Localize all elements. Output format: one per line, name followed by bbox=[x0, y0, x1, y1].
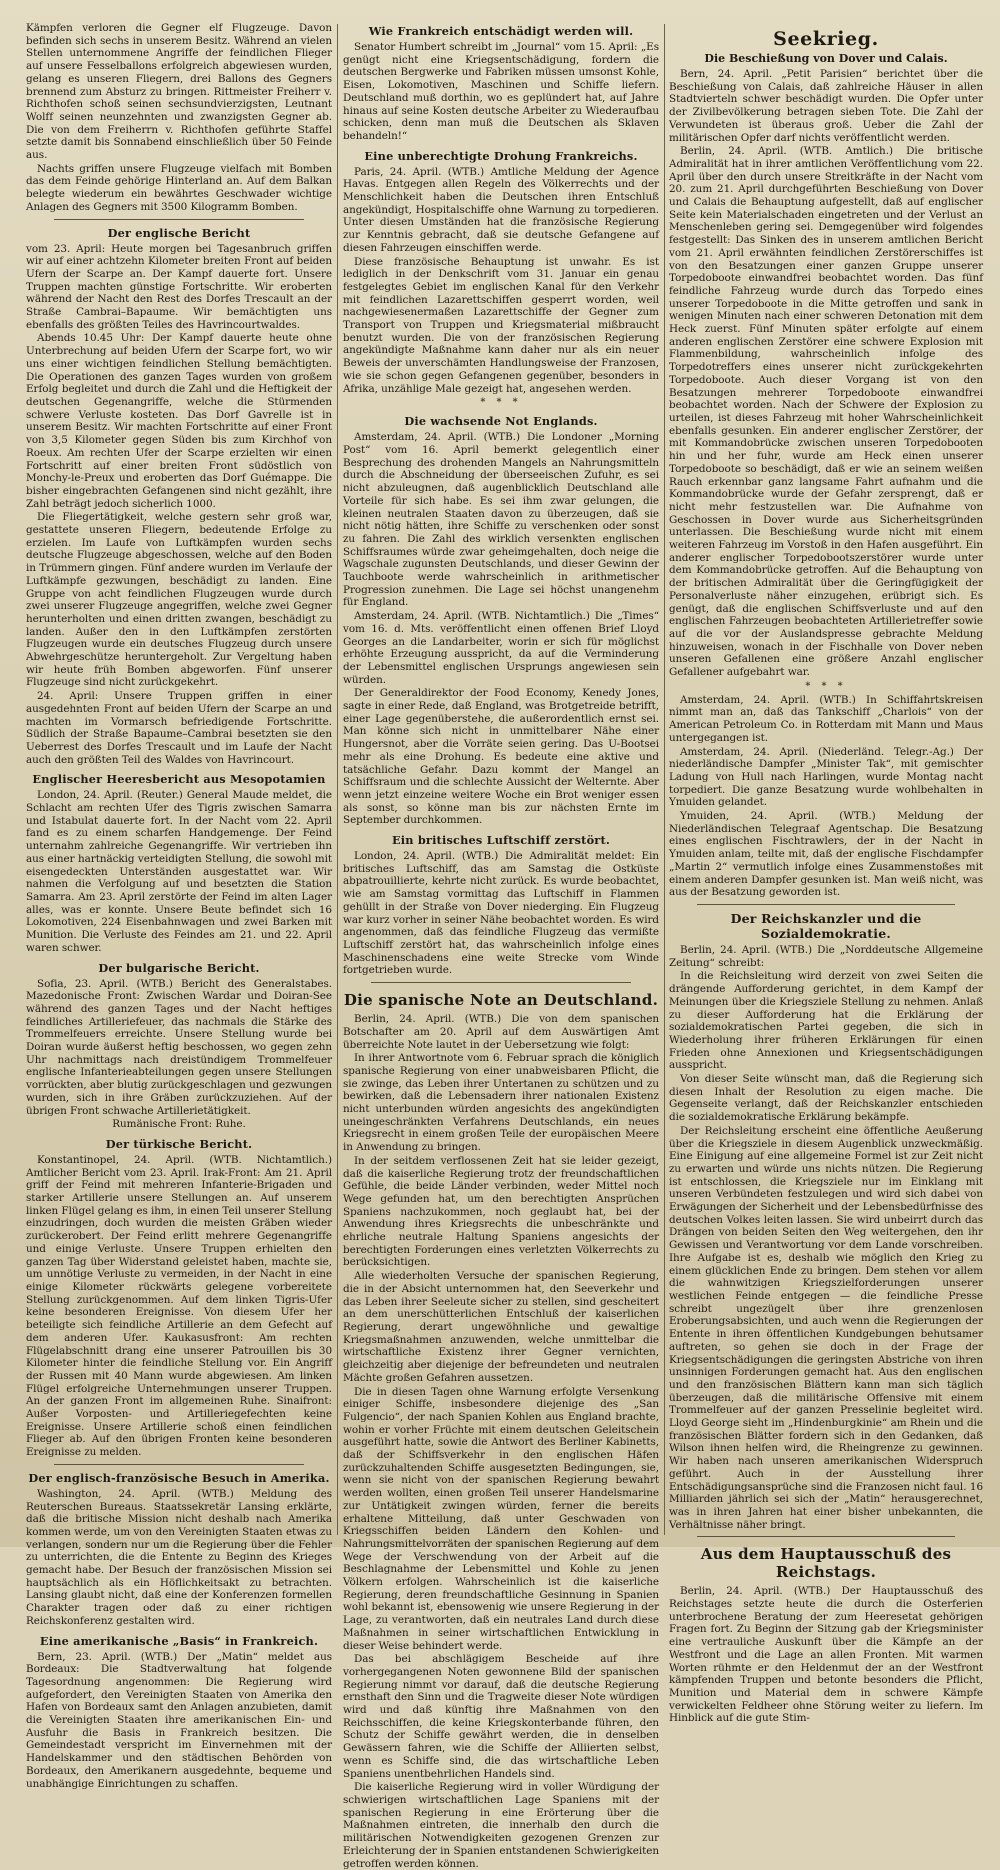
article-paragraph: Berlin, 24. April. (WTB.) Die von dem spanischen Botschafter am 20. April auf dem Auswärtigen Amt überreichte Note lautet in der Uebersetzung wie folgt: bbox=[343, 1013, 659, 1051]
article-paragraph: Die in diesen Tagen ohne Warnung erfolgte Versenkung einiger Schiffe, insbesondere diejenige des „San Fulgencio“, der nach Spanien Kohlen aus England brachte, wohin er vorher Früchte mit einem deutschen Geleitschein ausgeführt hatte, sowie die Antwort des Berliner Kabinetts, daß der Schiffsverkehr in den englischen Häfen zurückzuhaltenden Schiffe ausgesetzten Bedingungen, sie, wenn sie nicht von der spanischen Regierung bewahrt werden wollten, einen großen Teil unserer Handelsmarine zur Untätigkeit zwingen würden, ferner die bereits erhaltene Mitteilung, daß unter Geschwaden von Kriegsschiffen beiden Ländern den Kohlen- und Nahrungsmittelvorräten der spanischen Regierung auf dem Wege der Verschwendung von der Arbeit auf die Beschlagnahme der Lebensmittel und Kohle zu jenen Völkern erfolgen. Wahrscheinlich ist die kaiserliche Regierung, deren freundschaftliche Gesinnung in Spanien wohl bekannt ist, ebensowenig wie unsere Regierung in der Lage, zu verantworten, daß ein neutrales Land durch diese Maßnahmen in seiner wirtschaftlichen Entwicklung in dieser Weise behindert werde. bbox=[343, 1385, 659, 1652]
divider bbox=[697, 1536, 955, 1537]
article-paragraph: vom 23. April: Heute morgen bei Tagesanbruch griffen wir auf einer achtzehn Kilometer breiten Front auf beiden Ufern der Scarpe an. Der Kampf dauerte fort. Unsere Truppen machten günstige Fortschritte. Wir eroberten während der Nacht den Rest des Dorfes Trescault an der Straße Cambrai–Bapaume. Wir bemächtigten uns ebenfalls des größten Teiles des Havrincourtwaldes. bbox=[26, 242, 332, 331]
article-paragraph: Nachts griffen unsere Flugzeuge vielfach mit Bomben das dem Feinde gehörige Hinterland an. Auf dem Balkan belegte wiederum ein bewährtes Geschwader wichtige Anlagen des Gegners mit 3500 Kilogramm Bomben. bbox=[26, 162, 332, 213]
article-paragraph: Diese französische Behauptung ist unwahr. Es ist lediglich in der Denkschrift vom 31. Januar ein genau festgelegtes Gebiet im englischen Kanal für den Verkehr mit feindlichen Lazarettschiffen gesperrt worden, weil nachgewiesenermaßen Lazarettschiffe der Gegner zum Transport von Truppen und Kriegsmaterial mißbraucht benutzt wurden. Die von der französischen Regierung angekündigte Maßnahme kann daher nur als ein neuer Beweis der unverschämten Handlungsweise der Franzosen, wie sie schon gegen Gefangenen gegenüber, besonders in Afrika, unzählige Male gezeigt hat, angesehen werden. bbox=[343, 255, 659, 395]
article-paragraph: Paris, 24. April. (WTB.) Amtliche Meldung der Agence Havas. Entgegen allen Regeln des Völkerrechts und der Menschlichkeit haben die Deutschen ihren Entschluß angekündigt, Hospitalschiffe ohne Warnung zu torpedieren. Unter diesen Umständen hat die französische Regierung zur Kenntnis gebracht, daß sie deutsche Gefangene auf diesen Fahrzeugen einschiffen werde. bbox=[343, 165, 659, 254]
article-paragraph: Das bei abschlägigem Bescheide auf ihre vorhergegangenen Noten gewonnene Bild der spanischen Regierung nimmt vor darauf, daß die deutsche Regierung ernsthaft den Sinn und die Tragweite dieser Note würdigen wird und daß künftig ihre Maßnahmen von den Reichsschiffen, die keine Kriegskonterbande führen, den Schutz der Schiffe gewährt werden, die in denselben Gewässern fahren, wie die Schiffe der Alliierten selbst, wenn es Schiffe sind, die das wirtschaftliche Leben Spaniens unentbehrlichen Handels sind. bbox=[343, 1653, 659, 1780]
article-paragraph: Amsterdam, 24. April. (WTB.) In Schiffahrtskreisen nimmt man an, daß das Tankschiff „Charlois“ von der American Petroleum Co. in Rotterdam mit Mann und Maus untergegangen ist. bbox=[669, 693, 983, 744]
article-paragraph: Amsterdam, 24. April. (Niederländ. Telegr.-Ag.) Der niederländische Dampfer „Minister Tak“, mit gemischter Ladung von Hull nach Harlingen, wurde Montag nacht torpediert. Die ganze Besatzung wurde wohlbehalten in Ymuiden gelandet. bbox=[669, 745, 983, 809]
divider bbox=[54, 219, 304, 220]
headline-hauptausschuss: Aus dem Hauptausschuß des Reichstags. bbox=[700, 1545, 952, 1582]
headline-mesopotamien: Englischer Heeresbericht aus Mesopotamien bbox=[32, 772, 326, 787]
divider bbox=[697, 904, 955, 905]
headline-englischer-bericht: Der englische Bericht bbox=[107, 225, 251, 240]
headline-not-englands: Die wachsende Not Englands. bbox=[404, 414, 598, 429]
headline-seekrieg: Seekrieg. bbox=[773, 28, 879, 50]
article-paragraph: Die Fliegertätigkeit, welche gestern sehr groß war, gestattete unseren Fliegern, bedeutende Erfolge zu erzielen. Im Laufe von Luftkämpfen wurden sechs deutsche Flugzeuge abgeschossen, welche auf den Boden in Trümmern gingen. Fünf andere wurden im Verlaufe der Luftkämpfe gezwungen, beschädigt zu landen. Eine Gruppe von acht feindlichen Flugzeugen wurde durch zwei unserer Flugzeuge angegriffen, welche zwei Gegner herunterholten und einen dritten zwangen, beschädigt zu landen. Außer den in den Luftkämpfen zerstörten Flugzeugen wurde ein deutsches Flugzeug durch unsere Abwehrgeschütze heruntergeholt. Zur Vergeltung haben wir heute früh Bomben abgeworfen. Fünf unserer Flugzeuge sind nicht zurückgekehrt. bbox=[26, 511, 332, 689]
column-2 bbox=[343, 22, 659, 1870]
column-3 bbox=[669, 22, 983, 1725]
separator-asterisks: * * * bbox=[805, 680, 847, 692]
article-paragraph: Bern, 23. April. (WTB.) Der „Matin“ meldet aus Bordeaux: Die Stadtverwaltung hat folgende Tagesordnung angenommen: Die Regierung wird aufgefordert, den Vereinigten Staaten von Amerika den Hafen von Bordeaux samt den Anlagen anzubieten, damit die Vereinigten Staaten ihre amerikanischen Ein- und Ausfuhr die Basis in Frankreich besitzen. Die Gemeindestadt verspricht im Einvernehmen mit der Handelskammer und den städtischen Behörden von Bordeaux, den Amerikanern ausgedehnte, bequeme und unabhängige Einrichtungen zu schaffen. bbox=[26, 1650, 332, 1790]
headline-tuerkischer-bericht: Der türkische Bericht. bbox=[105, 1136, 253, 1151]
divider bbox=[54, 1464, 304, 1465]
article-paragraph: In der seitdem verflossenen Zeit hat sie leider gezeigt, daß die kaiserliche Regierung trotz der freundschaftlichen Gefühle, die beide Länder verbinden, weder Mittel noch Wege gefunden hat, um den berechtigten Ansprüchen Spaniens nachzukommen, noch geglaubt hat, bei der Anwendung ihres Kriegsrechts die unbeschränkte und ehrliche neutrale Haltung Spaniens angesichts der berechtigten Forderungen eines verletzten Völkerrechts zu berücksichtigen. bbox=[343, 1154, 659, 1269]
headline-reichskanzler: Der Reichskanzler und die Sozialdemokratie. bbox=[730, 911, 922, 941]
article-paragraph: Sofia, 23. April. (WTB.) Bericht des Generalstabes. Mazedonische Front: Zwischen Wardar und Doiran-See während des ganzen Tages und der Nacht heftiges feindliches Artilleriefeuer, das nachmals die Stärke des Trommelfeuers erreichte. Unsere Stellung wurde bei Doiran wurde äußerst heftig beschossen, wo gegen zehn Uhr nachmittags nach dreistündigem Trommelfeuer englische Infanterieabteilungen gegen unsere Stellungen vorrückten, aber blutig zurückgeschlagen und gezwungen wurden, sich in ihre Gräben zurückzuziehen. Auf der übrigen Front schwache Artillerietätigkeit. bbox=[26, 977, 332, 1117]
headline-basis-frankreich: Eine amerikanische „Basis“ in Frankreich. bbox=[39, 1633, 319, 1648]
headline-besuch-amerika: Der englisch-französische Besuch in Amerika. bbox=[28, 1470, 330, 1485]
divider bbox=[371, 982, 631, 983]
article-paragraph: Alle wiederholten Versuche der spanischen Regierung, die in der Absicht unternommen hat, den Seeverkehr und das Leben ihrer Seeleute sicher zu stellen, sind gescheitert an dem unerschütterlichen Entschluß der kaiserlichen Regierung, derart ungewöhnliche und gewaltige Kriegsmaßnahmen anzuwenden, welche unmittelbar die wirtschaftliche Existenz ihrer Gegner vernichten, gleichzeitig aber diejenige der befreundeten und neutralen Mächte großen Gefahren aussetzen. bbox=[343, 1270, 659, 1384]
article-paragraph: Konstantinopel, 24. April. (WTB. Nichtamtlich.) Amtlicher Bericht vom 23. April. Irak-Front: Am 21. April griff der Feind mit mehreren Infanterie-Brigaden und starker Artillerie unsere Stellungen an. Auf unserem linken Flügel gelang es ihm, in einen Teil unserer Stellung einzudringen, doch wurden die meisten Gräben wieder zurückerobert. Der Feind erlitt mehrere Gegenangriffe und einige Verluste. Unsere Truppen erhielten den ganzen Tag über Widerstand geleistet haben, machte sie, um unnötige Verluste zu vermeiden, in der Nacht in eine einige Kilometer rückwärts gelegene vorbereitete Stellung zurückgenommen. Auf dem linken Tigris-Ufer keine besonderen Ereignisse. Von diesem Ufer her beteiligte sich feindliche Artillerie an dem Gefecht auf dem anderen Ufer. Kaukasusfront: Am rechten Flügelabschnitt drang eine unserer Patrouillen bis 30 Kilometer hinter die feindliche Stellung vor. Ein Angriff der Russen mit 40 Mann wurde abgewiesen. Am linken Flügel erfolgreiche Unternehmungen unserer Truppen. An der ganzen Front im allgemeinen Ruhe. Sinaifront: Außer Vorposten- und Artilleriegefechten keine Ereignisse. Unsere Artillerie schoß einen feindlichen Flieger ab. Auf den übrigen Fronten keine besonderen Ereignisse zu melden. bbox=[26, 1153, 332, 1459]
subheadline-dover-calais: Die Beschießung von Dover und Calais. bbox=[704, 52, 948, 65]
article-paragraph: Berlin, 24. April. (WTB. Amtlich.) Die britische Admiralität hat in ihrer amtlichen Veröffentlichung vom 22. April über den durch unsere Streitkräfte in der Nacht vom 20. zum 21. April durchgeführten Beschießung von Dover und Calais die Behauptung aufgestellt, daß auf englischer Seite kein Materialschaden eingetreten und der Verlust an Menschenleben gering sei. Demgegenüber wird folgendes festgestellt: Das Sinken des in unserem amtlichen Bericht vom 21. April erwähnten feindlichen Zerstörerschiffes ist von den Besatzungen einer ganzen Gruppe unserer Torpedoboote einwandfrei beobachtet worden. Das fünf feindliche Fahrzeug wurde durch das Torpedo eines unserer Torpedoboote in die Mitte getroffen und sank in wenigen Minuten nach einer schweren Detonation mit dem Heck zuerst. Fünf Minuten später erfolgte auf einem anderen englischen Zerstörer eine schwere Explosion mit Flammenbildung, wahrscheinlich infolge des Torpedotreffers eines unserer nicht zurückgekehrten Torpedoboote. Auch dieser Vorgang ist von den Besatzungen mehrerer Torpedoboote einwandfrei beobachtet worden. Nach der Schwere der Explosion zu urteilen, ist dieses Fahrzeug mit hoher Wahrscheinlichkeit ebenfalls gesunken. Ein anderer englischer Zerstörer, der mit Kommandobrücke zwischen unseren Torpedobooten hin und her fuhr, wurde am Heck einen unserer Torpedoboote so beschädigt, daß er wie an seinem weißen Rauch erkennbar ganz langsame Fahrt aufnahm und die Kommandobrücke wurde der Gefahr zersprengt, daß er nicht mehr festzustellen war. Die Aufnahme von Geschossen in Dover wurde aus Sicherheitsgründen unterlassen. Die Beschießung wurde nicht mit einem weiteren Fahrzeug im Vorstoß in den Hafen ausgeführt. Ein anderer englischer Torpedobootszerstörer wurde unter dem Kommandobrücke getroffen. Auf die Behauptung von der britischen Admiralität über die Geringfügigkeit der Personalverluste näher einzugehen, erübrigt sich. Es genügt, daß die englischen Schiffsverluste und auf den englischen Fahrzeugen beobachteten Artillerietreffer sowie auf die vor der Auslandspresse gebrachte Meldung hinzuweisen, wonach in der Fischhalle von Dover neben unseren Gefallenen eine größere Anzahl englischer Gefallener aufgebahrt war. bbox=[669, 145, 983, 679]
article-paragraph: Washington, 24. April. (WTB.) Meldung des Reuterschen Bureaus. Staatssekretär Lansing erklärte, daß die britische Mission nicht deshalb nach Amerika kommen werde, um von den Vereinigten Staaten etwas zu verlangen, sondern nur um die Regierung über die Fehler zu unterrichten, die die Entente zu Beginn des Krieges gemacht habe. Der Besuch der französischen Mission sei hauptsächlich als ein Höflichkeitsakt zu betrachten. Lansing glaubt nicht, daß eine der Konferenzen formellen Charakter tragen oder daß zu einer richtigen Reichskonferenz gestalten wird. bbox=[26, 1487, 332, 1627]
column-rule bbox=[664, 24, 665, 1535]
article-paragraph: 24. April: Unsere Truppen griffen in einer ausgedehnten Front auf beiden Ufern der Scarpe an und machten im Vormarsch befriedigende Fortschritte. Südlich der Straße Bapaume–Cambrai besetzten sie den Ueberrest des Dorfes Trescault und im Laufe der Nacht auch den größten Teil des Waldes von Havrincourt. bbox=[26, 690, 332, 766]
article-paragraph: Berlin, 24. April. (WTB.) Der Hauptausschuß des Reichstages setzte heute die durch die Osterferien unterbrochene Beratung der zum Heeresetat gehörigen Fragen fort. Zu Beginn der Sitzung gab der Kriegsminister eine vertrauliche Auskunft über die Kämpfe an der Westfront und die Lage an allen Fronten. Mit warmen Worten rühmte er den Heldenmut der an der Westfront kämpfenden Truppen und betonte besonders die Pflicht, Munition und Material dem in schwere Kämpfe verwickelten Feldheer ohne Störung weiter zu liefern. Im Hinblick auf die gute Stim- bbox=[669, 1585, 983, 1725]
article-paragraph: London, 24. April. (Reuter.) General Maude meldet, die Schlacht am rechten Ufer des Tigris zwischen Samarra und Istabulat dauerte fort. In der Nacht vom 22. April fand es zu einem scharfen Handgemenge. Der Feind unternahm zahlreiche Gegenangriffe. Wir vertrieben ihn aus einer hartnäckig verteidigten Stellung, die sowohl mit eisengedeckten Unterständen ausgestattet war. Wir nahmen die Verfolgung auf und besetzten die Station Samarra. Am 23. April zerstörte der Feind im alten Lager alles, was er konnte. Unsere Beute befindet sich 16 Lokomotiven, 224 Eisenbahnwagen und zwei Barken mit Munition. Die Verluste des Feindes am 21. und 22. April waren schwer. bbox=[26, 789, 332, 954]
article-paragraph: In die Reichsleitung wird derzeit von zwei Seiten die drängende Aufforderung gerichtet, in dem Kampf der Meinungen über die Kriegsziele Stellung zu nehmen. Anlaß zu dieser Aufforderung hat die Erklärung der sozialdemokratischen Partei gegeben, die sich in Wiederholung ihrer früheren Erklärungen für einen Frieden ohne Annexionen und Kriegsentschädigungen ausspricht. bbox=[669, 970, 983, 1072]
article-paragraph: Abends 10.45 Uhr: Der Kampf dauerte heute ohne Unterbrechung auf beiden Ufern der Scarpe fort, wo wir uns einer wichtigen feindlichen Stellung bemächtigten. Die Operationen des ganzen Tages wurden von großem Erfolg begleitet und durch die Zahl und die Heftigkeit der deutschen Gegenangriffe, welche die Stürmenden schwere Verluste kosteten. Das Dorf Gavrelle ist in unserem Besitz. Wir machten Fortschritte auf einer Front von 3,5 Kilometer gegen Süden bis zum Kirchhof von Roeux. Am rechten Ufer der Scarpe erzielten wir einen Fortschritt auf einer breiten Front südöstlich von Monchy-le-Preux und eroberten das Dorf Guémappe. Die bisher eingebrachten Gefangenen sind nicht gezählt, ihre Zahl beträgt jedoch sicherlich 1000. bbox=[26, 332, 332, 510]
article-paragraph: Von dieser Seite wünscht man, daß die Regierung sich diesen Inhalt der Resolution zu eigen mache. Die Gegenseite verlangt, daß der Reichskanzler entschieden die sozialdemokratische Erklärung bekämpfe. bbox=[669, 1073, 983, 1124]
article-paragraph: Ymuiden, 24. April. (WTB.) Meldung der Niederländischen Telegraaf Agentschap. Die Besatzung eines englischen Fischtrawlers, der in der Nacht in Ymuiden anlam, teilte mit, daß der englische Fischdampfer „Martin 2“ vermutlich infolge eines Zusammenstoßes mit einem anderen Dampfer gesunken ist. Man weiß nicht, was aus der Besatzung geworden ist. bbox=[669, 810, 983, 899]
headline-bulgarischer-bericht: Der bulgarische Bericht. bbox=[98, 960, 260, 975]
article-paragraph: London, 24. April. (WTB.) Die Admiralität meldet: Ein britisches Luftschiff, das am Samstag die Ostküste abpatrouillierte, kehrte nicht zurück. Es wurde beobachtet, wie am Samstag vormittag das Luftschiff in Flammen gehüllt in der Straße von Dover niederging. Ein Flugzeug war kurz vorher in seiner Nähe beobachtet worden. Es wird angenommen, daß das feindliche Flugzeug das vermißte Luftschiff zerstört hat, das wahrscheinlich infolge eines Maschinenschadens eine weite Strecke vom Winde fortgetrieben wurde. bbox=[343, 850, 659, 977]
headline-luftschiff: Ein britisches Luftschiff zerstört. bbox=[391, 833, 611, 848]
article-continuation: Kämpfen verloren die Gegner elf Flugzeuge. Davon befinden sich sechs in unserem Besitz. Während an vielen Stellen unternommene Angriffe der feindlichen Flieger auf unsere Fesselballons erfolgreich abgewiesen wurden, gelang es unseren Fliegern, drei Ballons des Gegners brennend zum Absturz zu bringen. Rittmeister Freiherr v. Richthofen schoß seinen sechsundvierzigsten, Leutnant Wolff seinen neunzehnten und zwanzigsten Gegner ab. Die von dem Freiherrn v. Richthofen geführte Staffel setzte damit bis Sonnabend einschließlich über 50 Feinde aus. bbox=[26, 22, 332, 162]
article-paragraph: Bern, 24. April. „Petit Parisien“ berichtet über die Beschießung von Calais, daß zahlreiche Häuser in allen Stadtvierteln schwer beschädigt wurden. Die Opfer unter der Zivilbevölkerung betragen sieben Tote. Die Zahl der Verwundeten ist überaus groß. Ueber die Zahl der militärischen Opfer darf nichts veröffentlicht werden. bbox=[669, 68, 983, 144]
article-paragraph: Der Generaldirektor der Food Economy, Kenedy Jones, sagte in einer Rede, daß England, was Brotgetreide betrifft, einer Lage gegenüberstehe, die außerordentlich ernst sei. Man könne sich nicht in unmittelbarer Nähe einer Hungersnot, aber die Vorräte seien gering. Das U-Bootsei mehr als eine Drohung. Es bedeute eine aktive und tatsächliche Gefahr. Dazu kommt der Mangel an Schiffsraum und die schlechte Aussicht der Welternte. Aber wenn jetzt einzeine weitere Woche ein Brot weniger essen als sonst, so könne man bis zur nächsten Ernte im September durchkommen. bbox=[343, 687, 659, 827]
article-paragraph: Der Reichsleitung erscheint eine öffentliche Aeußerung über die Kriegsziele in diesem Augenblick unzweckmäßig. Eine Einigung auf eine allgemeine Formel ist zur Zeit nicht zu erwarten und würde uns nichts nützen. Die Regierung ist entschlossen, die Kriegsziele nur im Einklang mit unseren Verbündeten festzulegen und wird sich dabei von Erwägungen der Sicherheit und der Lebensbedürfnisse des deutschen Volkes leiten lassen. Sie wird unbeirrt durch das Drängen von beiden Seiten den Weg weitergehen, den ihr Gewissen und Verantwortung vor dem Lande vorschreiben. Ihre Aufgabe ist es, deshalb wie möglich den Krieg zu einem glücklichen Ende zu bringen. Dem stehen vor allem die wahnwitzigen Kriegszielforderungen unserer westlichen Feinde entgegen — die feindliche Presse schreibt ungezügelt über ihre grenzenlosen Eroberungsabsichten, und auch wenn die Regierungen der Entente in ihren öffentlichen Kundgebungen behutsamer auftreten, so gehen sie doch in der Frage der Kriegsentschädigungen die geringsten Abstriche von ihren unsinnigen Forderungen gemacht hat. Aus den englischen und den französischen Blättern kann man sich täglich überzeugen, daß die militärische Offensive mit einem Trommelfeuer auf der ganzen Presselinie begleitet wird. Lloyd George sieht im „Hindenburgkinie“ am Rhein und die französischen Blätter fordern sich in den Gedanken, daß Wilson ihnen helfen wird, die Rheingrenze zu gewinnen. Wir haben nach unseren amerikanischen Widerspruch geführt. Auch in der Ausstellung ihrer Entschädigungsansprüche sind die Franzosen nicht faul. 16 Milliarden jährlich sei sich der „Matin“ herausgerechnet, was in ihren Jahren hat einer bisher unbekannten, die Verhältnisse näher bringt. bbox=[669, 1124, 983, 1531]
headline-entschaedigung: Wie Frankreich entschädigt werden will. bbox=[368, 24, 634, 38]
headline-drohung: Eine unberechtigte Drohung Frankreichs. bbox=[364, 148, 638, 163]
article-paragraph: Amsterdam, 24. April. (WTB.) Die Londoner „Morning Post“ vom 16. April bemerkt gelegentlich einer Besprechung des drohenden Mangels an Nahrungsmitteln durch die Abschneidung der überseeischen Zufuhr, es sei nicht abzuleugnen, daß augenblicklich Deutschland alle Vorteile für sich habe. Es sei ihm zwar gelungen, die kleinen neutralen Staaten davon zu überzeugen, daß sie nicht nötig hätten, ihre Schiffe zu verschenken oder sonst zu fahren. Die Zahl des wirklich versenkten englischen Schiffsraumes würde zwar geheimgehalten, doch neige die Wagschale zugunsten Deutschlands, und dieser Gewinn der Tauchboote werde wahrscheinlich in arithmetischer Progression zunehmen. Die Lage sei höchst unangenehm für England. bbox=[343, 431, 659, 609]
column-1 bbox=[26, 22, 332, 1790]
headline-spanische-note: Die spanische Note an Deutschland. bbox=[343, 991, 659, 1010]
article-paragraph: Amsterdam, 24. April. (WTB. Nichtamtlich.) Die „Times“ vom 16. d. Mts. veröffentlicht einen offenen Brief Lloyd Georges an die Landarbeiter, worin er sich für möglichst erhöhte Erzeugung ausspricht, da auf die Verminderung der Lebensmittel englischen Ursprungs angewiesen sein würden. bbox=[343, 610, 659, 686]
article-paragraph: Senator Humbert schreibt im „Journal“ vom 15. April: „Es genügt nicht eine Kriegsentschädigung, fordern die deutschen Bergwerke und Fabriken müssen umsonst Kohle, Eisen, Lokomotiven, Maschinen und Schiffe liefern. Deutschland muß dorthin, wo es geplündert hat, auf Jahre hinaus auf seine Kosten deutsche Arbeiter zu Wiederaufbau schicken, denn man muß die Deutschen als Sklaven behandeln!“ bbox=[343, 41, 659, 142]
article-paragraph: Die kaiserliche Regierung wird in voller Würdigung der schwierigen wirtschaftlichen Lage Spaniens mit der spanischen Regierung in eine Erörterung über die Maßnahmen eintreten, die innerhalb den durch die militärischen Notwendigkeiten gezogenen Grenzen zur Erleichterung der in Spanien entstandenen Schwierigkeiten getroffen werden können. bbox=[343, 1781, 659, 1870]
column-rule bbox=[337, 24, 338, 1535]
article-paragraph: In ihrer Antwortnote vom 6. Februar sprach die königlich spanische Regierung von einer unabweisbaren Pflicht, die sie zwinge, das Leben ihrer Untertanen zu schützen und zu bewirken, daß die Lebensadern ihrer nationalen Existenz nicht unterbunden würden angesichts des angekündigten uneingeschränkten Verfahrens Deutschlands, ein neues Kriegsrecht in einem großen Teile der europäischen Meere in Anwendung zu bringen. bbox=[343, 1052, 659, 1154]
article-paragraph: Berlin, 24. April. (WTB.) Die „Norddeutsche Allgemeine Zeitung“ schreibt: bbox=[669, 944, 983, 969]
article-subline: Rumänische Front: Ruhe. bbox=[112, 1118, 246, 1131]
separator-asterisks: * * * bbox=[480, 397, 522, 409]
